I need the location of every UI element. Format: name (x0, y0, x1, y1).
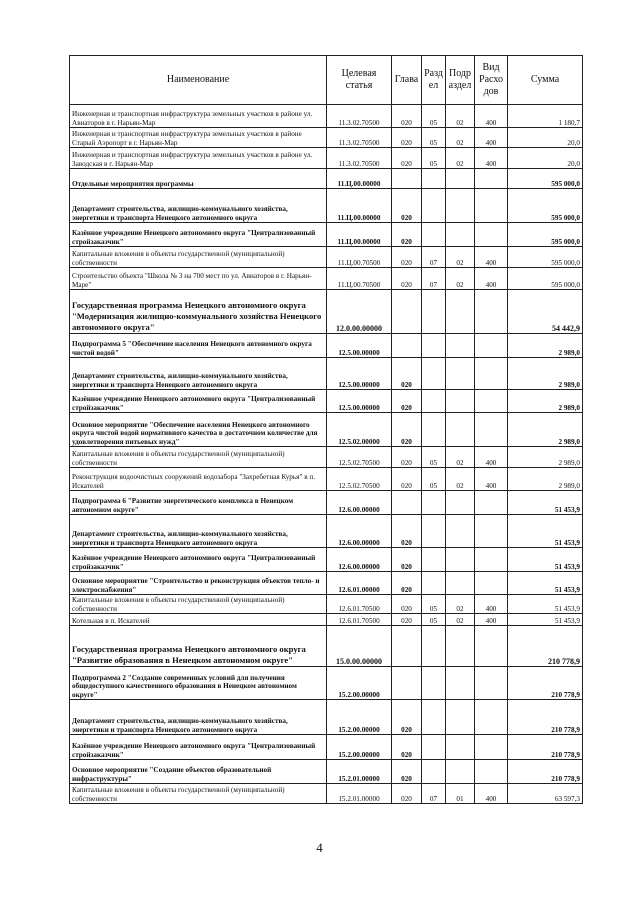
cell-chapter: 020 (392, 515, 422, 548)
cell-chapter: 020 (392, 247, 422, 268)
table-header-row (70, 56, 583, 105)
cell-section (422, 700, 446, 735)
cell-chapter (392, 667, 422, 700)
cell-sum: 2 989,0 (508, 390, 583, 413)
page-number: 4 (316, 840, 323, 855)
cell-section (422, 667, 446, 700)
cell-expense-type (475, 548, 508, 572)
cell-target-article: 15.2.00.00000 (327, 700, 392, 735)
cell-sum: 595 000,0 (508, 189, 583, 223)
cell-name: Инженерная и транспортная инфраструктура земельных участков в районе ул. Авиаторов в г. Нарьян-Мар (70, 105, 327, 128)
cell-section (422, 169, 446, 189)
cell-subsection (446, 515, 475, 548)
table-row (70, 189, 583, 223)
cell-chapter: 020 (392, 413, 422, 447)
table-row (70, 784, 583, 804)
cell-sum: 51 453,9 (508, 491, 583, 515)
table-row (70, 105, 583, 128)
cell-chapter: 020 (392, 548, 422, 572)
table-row (70, 390, 583, 413)
cell-chapter: 020 (392, 447, 422, 468)
cell-target-article: 11.Ц.00.00000 (327, 223, 392, 247)
cell-name: Подпрограмма 2 "Создание современных условий для получения общедоступного качественного образования в Ненецком автономном округе" (70, 667, 327, 700)
cell-name: Департамент строительства, жилищно-коммунального хозяйства, энергетики и транспорта Ненецкого автономного округа (70, 700, 327, 735)
table-row (70, 169, 583, 189)
cell-chapter: 020 (392, 735, 422, 760)
cell-expense-type (475, 334, 508, 358)
budget-table (69, 55, 583, 804)
cell-target-article: 12.6.01.00000 (327, 572, 392, 595)
cell-name: Подпрограмма 5 "Обеспечение населения Ненецкого автономного округа чистой водой" (70, 334, 327, 358)
table-row (70, 572, 583, 595)
cell-chapter: 020 (392, 189, 422, 223)
cell-sum: 2 989,0 (508, 334, 583, 358)
cell-section (422, 290, 446, 334)
cell-subsection: 02 (446, 247, 475, 268)
cell-target-article: 11.Ц.00.70500 (327, 247, 392, 268)
cell-target-article: 12.6.01.70500 (327, 595, 392, 614)
cell-target-article: 12.5.02.70500 (327, 447, 392, 468)
cell-target-article: 12.6.00.00000 (327, 548, 392, 572)
cell-section (422, 491, 446, 515)
cell-subsection: 02 (446, 128, 475, 148)
cell-sum: 210 778,9 (508, 760, 583, 784)
table-row (70, 515, 583, 548)
cell-section (422, 515, 446, 548)
cell-subsection: 02 (446, 614, 475, 626)
cell-sum: 2 989,0 (508, 358, 583, 390)
cell-target-article: 12.6.00.00000 (327, 515, 392, 548)
cell-section: 05 (422, 595, 446, 614)
cell-name: Строительство объекта "Школа № 3 на 700 мест по ул. Авиаторов в г. Нарьян-Маре" (70, 268, 327, 290)
cell-target-article: 12.6.01.70500 (327, 614, 392, 626)
table-row (70, 268, 583, 290)
cell-sum: 2 989,0 (508, 447, 583, 468)
cell-expense-type (475, 515, 508, 548)
cell-subsection: 02 (446, 595, 475, 614)
cell-expense-type: 400 (475, 148, 508, 169)
cell-name: Казённое учреждение Ненецкого автономного округа "Централизованный стройзаказчик" (70, 390, 327, 413)
cell-target-article: 11.3.02.70500 (327, 128, 392, 148)
cell-name: Инженерная и транспортная инфраструктура земельных участков в районе Старый Аэропорт в г. Нарьян-Мар (70, 128, 327, 148)
cell-name: Департамент строительства, жилищно-коммунального хозяйства, энергетики и транспорта Ненецкого автономного округа (70, 189, 327, 223)
cell-target-article: 12.6.00.00000 (327, 491, 392, 515)
table-row (70, 148, 583, 169)
cell-subsection (446, 290, 475, 334)
cell-name: Департамент строительства, жилищно-коммунального хозяйства, энергетики и транспорта Ненецкого автономного округа (70, 358, 327, 390)
cell-subsection: 02 (446, 468, 475, 491)
cell-subsection (446, 223, 475, 247)
cell-name: Капитальные вложения в объекты государственной (муниципальной) собственности (70, 595, 327, 614)
cell-expense-type (475, 491, 508, 515)
cell-section: 07 (422, 247, 446, 268)
cell-expense-type: 400 (475, 268, 508, 290)
cell-subsection (446, 413, 475, 447)
cell-target-article: 11.Ц.00.70500 (327, 268, 392, 290)
cell-expense-type: 400 (475, 614, 508, 626)
table-row (70, 614, 583, 626)
cell-name: Государственная программа Ненецкого автономного округа "Развитие образования в Ненецком автономном округе" (70, 626, 327, 667)
cell-expense-type (475, 667, 508, 700)
table-body (70, 105, 583, 804)
cell-expense-type (475, 760, 508, 784)
table-row (70, 247, 583, 268)
table-row (70, 735, 583, 760)
cell-chapter (392, 491, 422, 515)
table-row (70, 626, 583, 667)
cell-section (422, 760, 446, 784)
cell-subsection (446, 189, 475, 223)
header-target-article: Целевая статья (327, 56, 392, 105)
cell-target-article: 15.2.01.00000 (327, 784, 392, 804)
cell-name: Казённое учреждение Ненецкого автономного округа "Централизованный стройзаказчик" (70, 223, 327, 247)
budget-table-sheet (69, 55, 582, 804)
header-name: Наименование (70, 56, 327, 105)
cell-chapter: 020 (392, 358, 422, 390)
cell-section (422, 390, 446, 413)
cell-name: Основное мероприятие "Обеспечение населения Ненецкого автономного округа чистой водой нормативного качества в достаточном количестве для удовлетворения питьевых нужд" (70, 413, 327, 447)
cell-sum: 595 000,0 (508, 247, 583, 268)
table-row (70, 667, 583, 700)
cell-subsection (446, 667, 475, 700)
cell-target-article: 15.0.00.00000 (327, 626, 392, 667)
cell-expense-type: 400 (475, 595, 508, 614)
cell-chapter: 020 (392, 614, 422, 626)
table-row (70, 491, 583, 515)
header-subsection: Подр аздел (446, 56, 475, 105)
cell-name: Основное мероприятие "Создание объектов образовательной инфраструктуры" (70, 760, 327, 784)
cell-section: 05 (422, 148, 446, 169)
header-section: Разд ел (422, 56, 446, 105)
cell-section (422, 626, 446, 667)
cell-subsection (446, 548, 475, 572)
cell-chapter: 020 (392, 148, 422, 169)
cell-subsection (446, 572, 475, 595)
cell-chapter: 020 (392, 700, 422, 735)
cell-section (422, 358, 446, 390)
cell-chapter (392, 334, 422, 358)
cell-sum: 595 000,0 (508, 169, 583, 189)
cell-target-article: 12.5.00.00000 (327, 358, 392, 390)
cell-chapter: 020 (392, 390, 422, 413)
cell-target-article: 11.3.02.70500 (327, 105, 392, 128)
cell-chapter: 020 (392, 784, 422, 804)
cell-expense-type (475, 223, 508, 247)
cell-section: 07 (422, 784, 446, 804)
cell-sum: 63 597,3 (508, 784, 583, 804)
table-row (70, 447, 583, 468)
cell-expense-type (475, 189, 508, 223)
table-row (70, 468, 583, 491)
cell-name: Капитальные вложения в объекты государственной (муниципальной) собственности (70, 447, 327, 468)
cell-subsection (446, 491, 475, 515)
cell-target-article: 12.5.02.70500 (327, 468, 392, 491)
cell-target-article: 15.2.01.00000 (327, 760, 392, 784)
cell-chapter: 020 (392, 468, 422, 491)
cell-expense-type: 400 (475, 247, 508, 268)
cell-section (422, 334, 446, 358)
cell-section: 05 (422, 128, 446, 148)
cell-subsection: 02 (446, 447, 475, 468)
cell-expense-type (475, 626, 508, 667)
cell-sum: 51 453,9 (508, 572, 583, 595)
table-row (70, 223, 583, 247)
cell-chapter: 020 (392, 595, 422, 614)
cell-section (422, 223, 446, 247)
cell-target-article: 12.5.00.00000 (327, 334, 392, 358)
cell-section (422, 572, 446, 595)
cell-subsection (446, 334, 475, 358)
cell-chapter (392, 626, 422, 667)
cell-chapter (392, 290, 422, 334)
cell-name: Капитальные вложения в объекты государственной (муниципальной) собственности (70, 247, 327, 268)
cell-subsection: 01 (446, 784, 475, 804)
table-row (70, 760, 583, 784)
cell-subsection (446, 735, 475, 760)
cell-expense-type (475, 358, 508, 390)
cell-expense-type: 400 (475, 105, 508, 128)
cell-target-article: 12.5.00.00000 (327, 390, 392, 413)
header-expense-type: Вид Расхо дов (475, 56, 508, 105)
cell-sum: 210 778,9 (508, 700, 583, 735)
cell-section: 07 (422, 268, 446, 290)
cell-name: Отдельные мероприятия программы (70, 169, 327, 189)
cell-section (422, 189, 446, 223)
cell-section: 05 (422, 614, 446, 626)
cell-expense-type (475, 169, 508, 189)
cell-section: 05 (422, 105, 446, 128)
cell-sum: 51 453,9 (508, 614, 583, 626)
cell-sum: 51 453,9 (508, 548, 583, 572)
cell-target-article: 11.3.02.70500 (327, 148, 392, 169)
cell-sum: 210 778,9 (508, 735, 583, 760)
cell-target-article: 11.Ц.00.00000 (327, 169, 392, 189)
cell-section (422, 735, 446, 760)
cell-chapter: 020 (392, 760, 422, 784)
cell-sum: 210 778,9 (508, 626, 583, 667)
cell-sum: 20,0 (508, 128, 583, 148)
cell-subsection: 02 (446, 105, 475, 128)
cell-subsection (446, 700, 475, 735)
cell-target-article: 11.Ц.00.00000 (327, 189, 392, 223)
cell-name: Департамент строительства, жилищно-коммунального хозяйства, энергетики и транспорта Ненецкого автономного округа (70, 515, 327, 548)
cell-chapter: 020 (392, 128, 422, 148)
cell-name: Реконструкция водоочистных сооружений водозабора "Захребетная Курья" в п. Искателей (70, 468, 327, 491)
cell-chapter (392, 169, 422, 189)
table-row (70, 595, 583, 614)
cell-sum: 595 000,0 (508, 268, 583, 290)
cell-subsection (446, 358, 475, 390)
cell-target-article: 15.2.00.00000 (327, 667, 392, 700)
cell-subsection (446, 760, 475, 784)
table-row (70, 334, 583, 358)
cell-expense-type: 400 (475, 447, 508, 468)
table-row (70, 358, 583, 390)
cell-subsection (446, 169, 475, 189)
table-row (70, 548, 583, 572)
cell-expense-type: 400 (475, 468, 508, 491)
cell-sum: 595 000,0 (508, 223, 583, 247)
cell-expense-type: 400 (475, 128, 508, 148)
cell-expense-type (475, 413, 508, 447)
cell-sum: 210 778,9 (508, 667, 583, 700)
cell-expense-type (475, 572, 508, 595)
header-sum: Сумма (508, 56, 583, 105)
table-row (70, 413, 583, 447)
cell-name: Капитальные вложения в объекты государственной (муниципальной) собственности (70, 784, 327, 804)
cell-name: Казённое учреждение Ненецкого автономного округа "Централизованный стройзаказчик" (70, 735, 327, 760)
cell-sum: 2 989,0 (508, 413, 583, 447)
cell-sum: 51 453,9 (508, 515, 583, 548)
cell-target-article: 15.2.00.00000 (327, 735, 392, 760)
cell-chapter: 020 (392, 223, 422, 247)
cell-chapter: 020 (392, 105, 422, 128)
cell-sum: 2 989,0 (508, 468, 583, 491)
cell-section: 05 (422, 468, 446, 491)
cell-name: Котельная в п. Искателей (70, 614, 327, 626)
cell-section (422, 548, 446, 572)
cell-subsection (446, 626, 475, 667)
cell-expense-type: 400 (475, 784, 508, 804)
cell-subsection (446, 390, 475, 413)
cell-expense-type (475, 290, 508, 334)
cell-name: Инженерная и транспортная инфраструктура земельных участков в районе ул. Заводская в г. Нарьян-Мар (70, 148, 327, 169)
cell-expense-type (475, 390, 508, 413)
cell-expense-type (475, 735, 508, 760)
cell-section: 05 (422, 447, 446, 468)
cell-target-article: 12.5.02.00000 (327, 413, 392, 447)
table-row (70, 700, 583, 735)
cell-chapter: 020 (392, 572, 422, 595)
cell-sum: 20,0 (508, 148, 583, 169)
cell-name: Государственная программа Ненецкого автономного округа "Модернизация жилищно-коммунального хозяйства Ненецкого автономного округа" (70, 290, 327, 334)
table-row (70, 128, 583, 148)
table-row (70, 290, 583, 334)
cell-name: Основное мероприятие "Строительство и реконструкция объектов тепло- и электроснабжения" (70, 572, 327, 595)
header-chapter: Глава (392, 56, 422, 105)
cell-name: Казённое учреждение Ненецкого автономного округа "Централизованный стройзаказчик" (70, 548, 327, 572)
cell-subsection: 02 (446, 148, 475, 169)
cell-target-article: 12.0.00.00000 (327, 290, 392, 334)
cell-expense-type (475, 700, 508, 735)
cell-sum: 1 180,7 (508, 105, 583, 128)
cell-sum: 54 442,9 (508, 290, 583, 334)
cell-chapter: 020 (392, 268, 422, 290)
cell-name: Подпрограмма 6 "Развитие энергетического комплекса в Ненецком автономном округе" (70, 491, 327, 515)
cell-sum: 51 453,9 (508, 595, 583, 614)
cell-section (422, 413, 446, 447)
cell-subsection: 02 (446, 268, 475, 290)
